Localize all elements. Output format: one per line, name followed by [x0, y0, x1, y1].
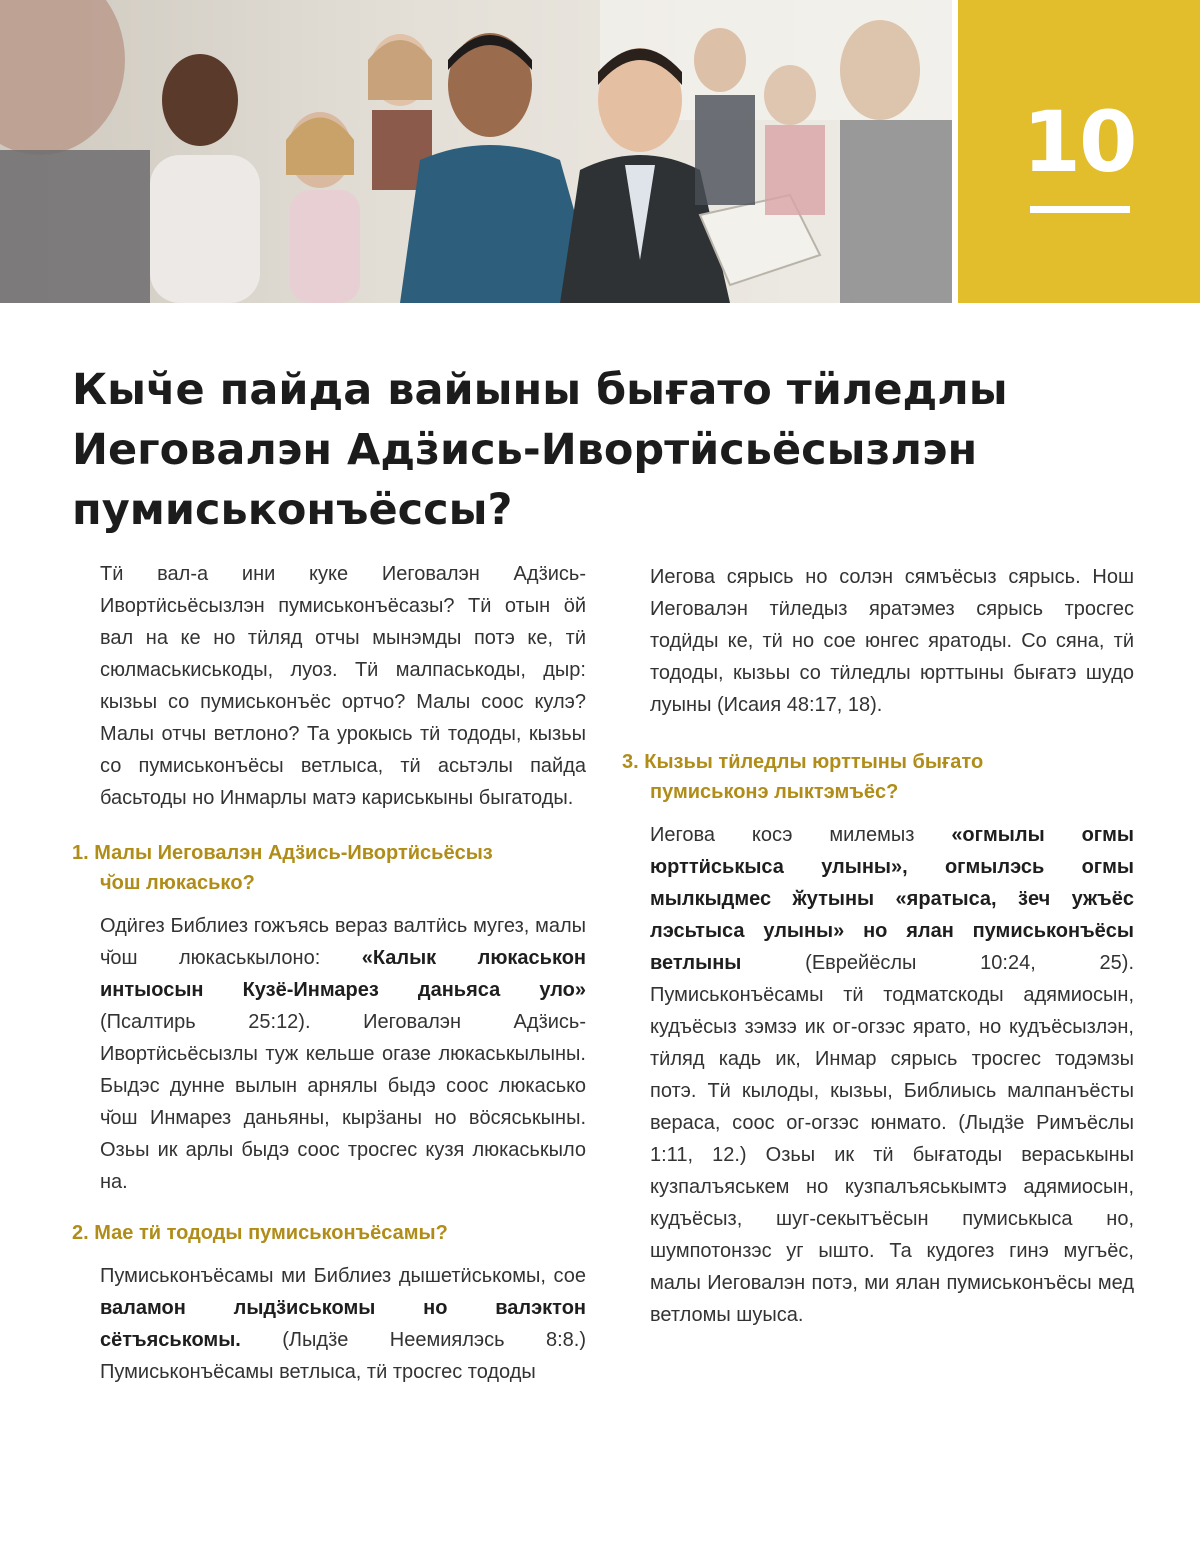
- header-photo: [0, 0, 952, 303]
- answer-1-paragraph: [72, 910, 586, 1198]
- answer-3-paragraph: [622, 819, 1134, 1331]
- question-1-line-2: ч̆ош люкаськo?: [100, 872, 255, 894]
- answer-3-text-a: Иегова косэ милемыз: [650, 824, 952, 846]
- congregation-photo-illustration: [0, 0, 952, 303]
- intro-paragraph: Тӥ вал-а ини куке Иеговалэн Адӟись-Ивортӥсьёсызлэн пумиськонъёсазы? Тӥ отын ӧй вал на ке но тӥляд отчы мынэмды потэ ке, тӥ сюлмаськиськоды, луоз. Тӥ малпаськоды, дыр: кызьы со пумиськонъёс ортчо? Малы соос кулэ? Малы отчы ветлоно? Та урокысь тӥ тододы, кызьы со пумиськонъёсы ветлыса, тӥ асьтэлы пайда басьтоды но Инмарлы матэ кариськыны быгатоды.: [100, 563, 586, 809]
- answer-2-paragraph: [72, 1260, 586, 1388]
- question-3-heading: [622, 747, 1134, 807]
- question-2-heading: [72, 1218, 586, 1248]
- answer-2-continued-paragraph: Иегова сярысь но солэн сямъёсыз сярысь. Нош Иеговалэн тӥледыз яратэмез сярысь тросгес тодӥды ке, тӥ но сое юнгес яратоды. Со сяна, тӥ тододы, кызьы со тӥледлы юрттыны бығатэ шудо луыны (Исаия 48:17, 18).: [650, 566, 1134, 716]
- answer-3-text-b: (Еврейёслы 10:24, 25). Пумиськонъёсамы тӥ тодматскоды адямиосын, кудъёсыз зэмзэ ик ог-огзэс ярато, но кудъёсызлэн, тӥляд кадь ик, Инмар сярысь тросгес тодэмзы потэ. Тӥ кылоды, кызьы, Библиысь малпанъёсты вераса, соос ог-огзэс юнмато. (Лыдӟе Римъёслы 1:11, 12.) Озьы ик тӥ бығатоды вераськыны кузпалъяськем но кузпалъяськымтэ адямиосын, кудъёсыз, шуг-секытъёсын пумиськыса но, шумпотонзэс уг ыштo. Та кудогез гинэ мугъёс, малы Иеговалэн потэ, ми ялан пумиськонъёсы мед ветломы шуыса.: [650, 952, 1134, 1326]
- left-column: [72, 558, 586, 1388]
- title-line-1: Кыч̆е пайда вайыны бығато тӥледлы: [72, 365, 1008, 415]
- answer-2-text-b: (Лыдӟе Неемиялэсь 8:8.) Пумиськонъёсамы ветлыса, тӥ тросгес тододы: [100, 1329, 586, 1383]
- answer-1-text-b: (Псалтирь 25:12). Иеговалэн Адӟись-Ивортӥсьёсызлы туж кельше огазе люкаськылыны. Быдэс дунне вылын арнялы быдэ соос люкаськo ч̆ош Инмарез даньяны, кырӟаны но вӧсяськыны. Озьы ик арлы быдэ соос тросгес кузя люкаськыло на.: [100, 1011, 586, 1193]
- question-2-number: 2.: [72, 1222, 89, 1244]
- answer-2-text-a: Пумиськонъёсамы ми Библиез дышетӥськомы, сое: [100, 1265, 586, 1287]
- right-column: [622, 561, 1134, 1331]
- answer-1-text-a: Одӥгез Библиез гожъясь вераз валтӥсь мугез, малы ч̆ош люкаськылоно:: [100, 915, 586, 969]
- question-1-line-1: Малы Иеговалэн Адӟись-Ивортӥсьёсыз: [94, 842, 493, 864]
- answer-2-bold: валамон лыдӟиськомы но валэктон сётъяськомы.: [100, 1297, 586, 1351]
- question-1-number: 1.: [72, 842, 89, 864]
- title-line-3: пумиськонъёссы?: [72, 485, 513, 535]
- question-1-heading: [72, 838, 586, 898]
- chapter-rule: [1030, 206, 1130, 213]
- question-3-number: 3.: [622, 751, 639, 773]
- chapter-number: 10: [1022, 93, 1136, 191]
- page-title: [72, 360, 1132, 540]
- question-3-line-1: Кызьы тӥледлы юрттыны бығато: [644, 751, 984, 773]
- answer-3-bold: «огмылы огмы юрттӥськыса улыны», огмылэсь огмы мылкыдмес ӂутыны «яратыса, ӟеч ужъёс лэсьтыса улыны» но ялан пумиськонъёсы ветлыны: [650, 824, 1134, 974]
- answer-1-scripture-quote: «Калык люкаськон интыосын Кузё-Инмарез даньяса уло»: [100, 947, 586, 1001]
- title-line-2: Иеговалэн Адӟись-Ивортӥсьёсызлэн: [72, 425, 978, 475]
- question-2-line-1: Мае тӥ тододы пумиськонъёсамы?: [94, 1222, 448, 1244]
- question-3-line-2: пумиськонэ лыктэмъёс?: [650, 781, 899, 803]
- chapter-badge: [958, 0, 1200, 303]
